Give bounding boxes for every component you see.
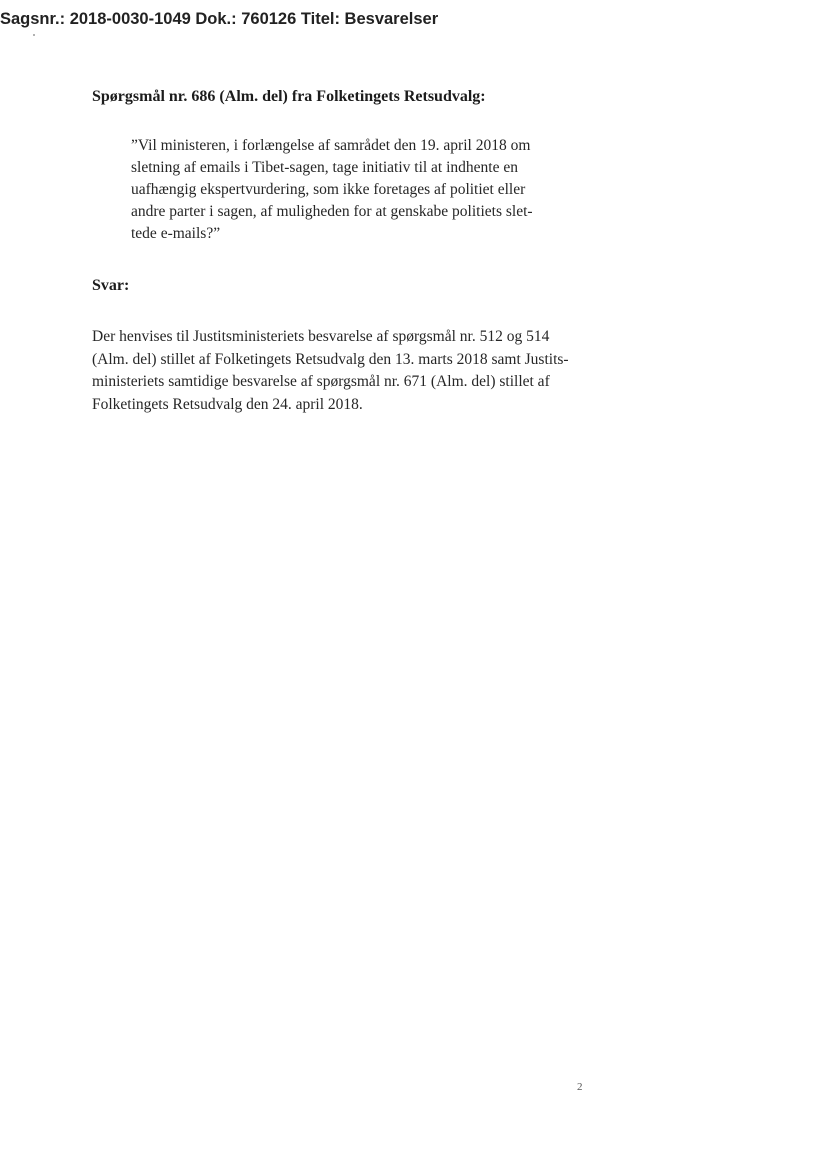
answer-heading: Svar: bbox=[92, 277, 130, 294]
question-line: andre parter i sagen, af muligheden for at genskabe politiets slet- bbox=[131, 203, 533, 220]
answer-line: Der henvises til Justitsministeriets besvarelse af spørgsmål nr. 512 og 514 bbox=[92, 328, 550, 345]
question-line: sletning af emails i Tibet-sagen, tage initiativ til at indhente en bbox=[131, 159, 518, 176]
answer-body bbox=[92, 326, 622, 416]
answer-line: (Alm. del) stillet af Folketingets Retsudvalg den 13. marts 2018 samt Justits- bbox=[92, 350, 569, 368]
scan-artifact-dot bbox=[33, 34, 35, 36]
page-number: 2 bbox=[577, 1081, 583, 1093]
answer-line: ministeriets samtidige besvarelse af spørgsmål nr. 671 (Alm. del) stillet af bbox=[92, 373, 550, 390]
question-body bbox=[131, 135, 571, 245]
question-line: ”Vil ministeren, i forlængelse af samrådet den 19. april 2018 om bbox=[131, 137, 531, 154]
answer-line: Folketingets Retsudvalg den 24. april 2018. bbox=[92, 395, 363, 413]
question-title: Spørgsmål nr. 686 (Alm. del) fra Folketingets Retsudvalg: bbox=[92, 88, 486, 105]
question-line: uafhængig ekspertvurdering, som ikke foretages af politiet eller bbox=[131, 181, 526, 198]
document-header: Sagsnr.: 2018-0030-1049 Dok.: 760126 Titel: Besvarelser bbox=[0, 10, 439, 28]
question-line: tede e-mails?” bbox=[131, 225, 221, 242]
